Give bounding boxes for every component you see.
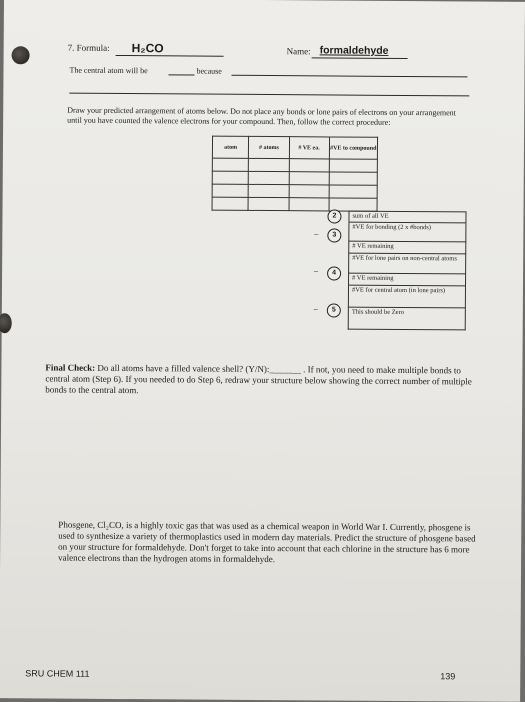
procedure-steps (349, 211, 467, 316)
table-row (212, 171, 377, 185)
explanation-line (69, 93, 469, 97)
table-row (212, 197, 377, 211)
course-label: SRU CHEM 111 (25, 668, 90, 679)
instructions: Draw your predicted arrangement of atoms below. Do not place any bonds or lone pairs of electrons on your arrangement until you have counted the valence electrons for your compound. Then, follow the correct procedure: (67, 105, 456, 127)
step-remaining-2: # VE remaining (348, 274, 466, 287)
question-number: 7. Formula: (67, 42, 110, 53)
because-blank (231, 75, 467, 78)
name-value: formaldehyde (319, 44, 389, 57)
minus-sign-3: – (313, 304, 318, 314)
because-label: because (196, 66, 222, 76)
final-check-label: Final Check: (45, 362, 96, 373)
step-circle-5: 5 (327, 303, 341, 317)
table-row (212, 158, 377, 172)
valence-electron-table (212, 136, 379, 212)
phosgene-paragraph: Phosgene, Cl₂CO, is a highly toxic gas that was used as a chemical weapon in World War I. Currently, phosgene is used to synthesize a variety of thermoplastics used in modern day materials. Predict the structure of phosgene based on your structure for formaldehyde. Don't forget to take into account that each chlorine in the structure has 6 more valence electrons than the hydrogen atoms in formaldehyde. (58, 519, 476, 565)
step-remaining-1: # VE remaining (348, 242, 466, 255)
step-bonding-ve: #VE for bonding (2 x #bonds) (348, 223, 466, 243)
table-header-num-atoms: # atoms (249, 136, 289, 158)
name-underline (312, 57, 408, 59)
minus-sign-1: – (314, 229, 319, 239)
step-circle-3: 3 (327, 228, 341, 242)
table-header-ve-each: # VE ea. (289, 137, 329, 159)
step-should-be-zero: This should be Zero (348, 308, 466, 331)
name-label: Name: (286, 46, 311, 57)
table-header-ve-compound: #VE to compound (329, 137, 378, 159)
step-sum-all-ve: sum of all VE (348, 211, 466, 224)
binder-hole-top (12, 46, 30, 64)
formula-value: H₂CO (131, 41, 164, 56)
table-header-atom: atom (212, 136, 248, 158)
table-row (212, 184, 377, 198)
page-number: 139 (440, 671, 456, 682)
step-central-atom: #VE for central atom (in lone pairs) (348, 286, 466, 309)
step-circle-4: 4 (327, 266, 341, 280)
central-atom-blank (168, 74, 194, 75)
final-check-text: Do all atoms have a filled valence shell? (Y/N):_______ . If not, you need to make multiple bonds to central atom (Step 6). If you needed to do Step 6, redraw your structure below showing the correct number of multiple bonds to the central atom. (45, 362, 472, 396)
central-atom-prompt: The central atom will be (69, 65, 148, 76)
binder-hole-bottom (0, 313, 12, 333)
step-circle-2: 2 (327, 209, 341, 223)
final-check-block (45, 362, 485, 398)
step-lone-pairs-noncentral: #VE for lone pairs on non-central atoms (348, 254, 466, 275)
minus-sign-2: – (314, 266, 319, 276)
formula-blank (116, 43, 224, 57)
